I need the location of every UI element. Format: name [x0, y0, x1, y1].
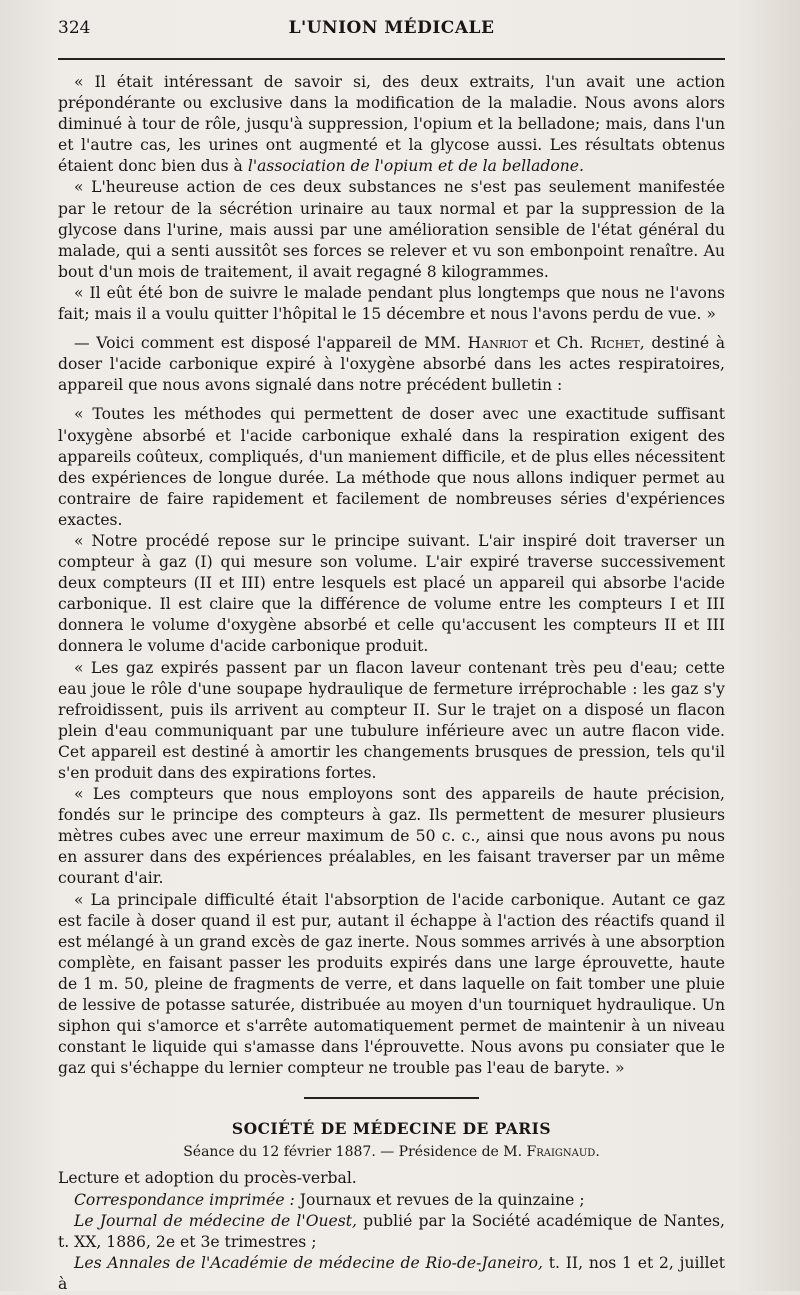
minutes-correspondance — [58, 1190, 725, 1211]
paragraph-opium-belladone — [58, 72, 725, 177]
journal-title: L'UNION MÉDICALE — [288, 18, 495, 38]
correspondance-label: Correspondance imprimée : — [74, 1190, 295, 1209]
author-hanriot: Hanriot — [467, 334, 528, 353]
section-divider — [304, 1097, 479, 1099]
hanriot-text-before: — Voici comment est disposé l'appareil de MM. — [74, 334, 468, 353]
paragraph-difficulte: « La principale difficulté était l'absorption de l'acide carbonique. Autant ce gaz est facile à doser quand il est pur, autant il échappe à l'action des réactifs quand il est mélangé à un grand excès de gaz inerte. Nous sommes arrivés à une absorption complète, en faisant passer les produits expirés dans une large éprouvette, haute de 1 m. 50, pleine de fragments de verre, et dans laquelle on fait tomber une pluie de lessive de potasse saturée, distribuée au moyen d'un tourniquet hydraulique. Un siphon qui s'amorce et s'arrête automatiquement permet de maintenir à un niveau constant le liquide qui s'amasse dans l'éprouvette. Nous avons pu consiater que le gaz qui s'échappe du lernier compteur ne trouble pas l'eau de baryte. » — [58, 890, 725, 1078]
paragraph-suivre-malade: « Il eût été bon de suivre le malade pendant plus longtemps que nous ne l'avons fait; mais il a voulu quitter l'hôpital le 15 décembre et nous l'avons perdu de vue. » — [58, 283, 725, 324]
paragraph-gaz-expires: « Les gaz expirés passent par un flacon laveur contenant très peu d'eau; cette eau joue le rôle d'une soupape hydraulique de fermeture irréprochable : les gaz s'y refroidissent, puis ils arrivent au compteur II. Sur le trajet on a disposé un flacon plein d'eau communiquant par une tubulure inférieure avec un autre flacon vide. Cet appareil est destiné à amortir les changements brusques de pression, tels qu'il s'en produit dans des expirations fortes. — [58, 658, 725, 782]
paragraph-methodes: « Toutes les méthodes qui permettent de doser avec une exactitude suffisant l'oxygène absorbé et l'acide carbonique exhalé dans la respiration exigent des appareils coûteux, compliqués, d'un maniement difficile, et de plus elles nécessitent des expériences de longue durée. La méthode que nous allons indiquer permet au contraire de faire rapidement et facilement de nombreuses séries d'expériences exactes. — [58, 405, 725, 529]
session-text: Séance du 12 février 1887. — Présidence de M. — [183, 1144, 527, 1161]
president-name: Fraignaud — [526, 1144, 596, 1161]
page-number: 324 — [58, 18, 91, 38]
minutes-journal-ouest — [58, 1211, 725, 1253]
session-end: . — [595, 1144, 600, 1161]
journal-ouest-text: publié par la Société académique de Nantes, t. XX, 1886, 2e et 3e trimestres ; — [58, 1211, 726, 1251]
minutes-lecture: Lecture et adoption du procès-verbal. — [58, 1169, 357, 1188]
section-title: SOCIÉTÉ DE MÉDECINE DE PARIS — [231, 1119, 552, 1139]
author-richet: Richet — [590, 334, 640, 353]
correspondance-text: Journaux et revues de la quinzaine ; — [294, 1190, 585, 1209]
paragraph-text: « Il était intéressant de savoir si, des deux extraits, l'un avait une action prépondérante ou exclusive dans la modification de la maladie. Nous avons alors diminué à tour de rôle, jusqu'à suppression, l'opium et la belladone; mais, dans l'un et l'autre cas, les urines ont augmenté et la glycose aussi. Les résultats obtenus étaient donc bien dus à — [58, 73, 725, 176]
paragraph-heureuse-action: « L'heureuse action de ces deux substances ne s'est pas seulement manifestée par le retour de la sécrétion urinaire au taux normal et par la suppression de la glycose dans l'urine, mais aussi par une amélioration sensible de l'état général du malade, qui a senti aussitôt ses forces se relever et vu son embonpoint renaître. Au bout d'un mois de traitement, il avait regagné 8 kilogrammes. — [58, 178, 725, 281]
annales-text: t. II, nos 1 et 2, juillet à — [58, 1253, 726, 1293]
paragraph-italic: l'association de l'opium et de la belladone. — [247, 157, 584, 176]
paragraph-procede: « Notre procédé repose sur le principe suivant. L'air inspiré doit traverser un compteur à gaz (I) qui mesure son volume. L'air expiré traverse successivement deux compteurs (II et III) entre lesquels est placé un appareil qui absorbe l'acide carbonique. Il est claire que la différence de volume entre les compteurs I et III donnera le volume d'oxygène absorbé et celle qu'accusent les compteurs II et III donnera le volume d'acide carbonique produit. — [58, 531, 725, 656]
annales-title: Les Annales de l'Académie de médecine de Rio-de-Janeiro, — [74, 1253, 543, 1272]
hanriot-text-after: , destiné à doser l'acide carbonique expiré à l'oxygène absorbé dans les actes respiratoires, appareil que nous avons signalé dans notre précédent bulletin : — [58, 334, 726, 395]
header-rule — [58, 58, 725, 60]
running-head — [58, 18, 725, 48]
hanriot-text-mid: et Ch. — [527, 334, 591, 353]
paragraph-appareil-hanriot-richet — [58, 333, 725, 396]
session-line — [58, 1144, 725, 1160]
journal-ouest-title: Le Journal de médecine de l'Ouest, — [74, 1211, 357, 1230]
minutes-annales — [58, 1253, 725, 1295]
paragraph-compteurs: « Les compteurs que nous employons sont des appareils de haute précision, fondés sur le principe des compteurs à gaz. Ils permettent de mesurer plusieurs mètres cubes avec une erreur maximum de 50 c. c., ainsi que nous avons pu nous en assurer dans des expériences préalables, en les faisant traverser par un même courant d'air. — [58, 785, 725, 888]
